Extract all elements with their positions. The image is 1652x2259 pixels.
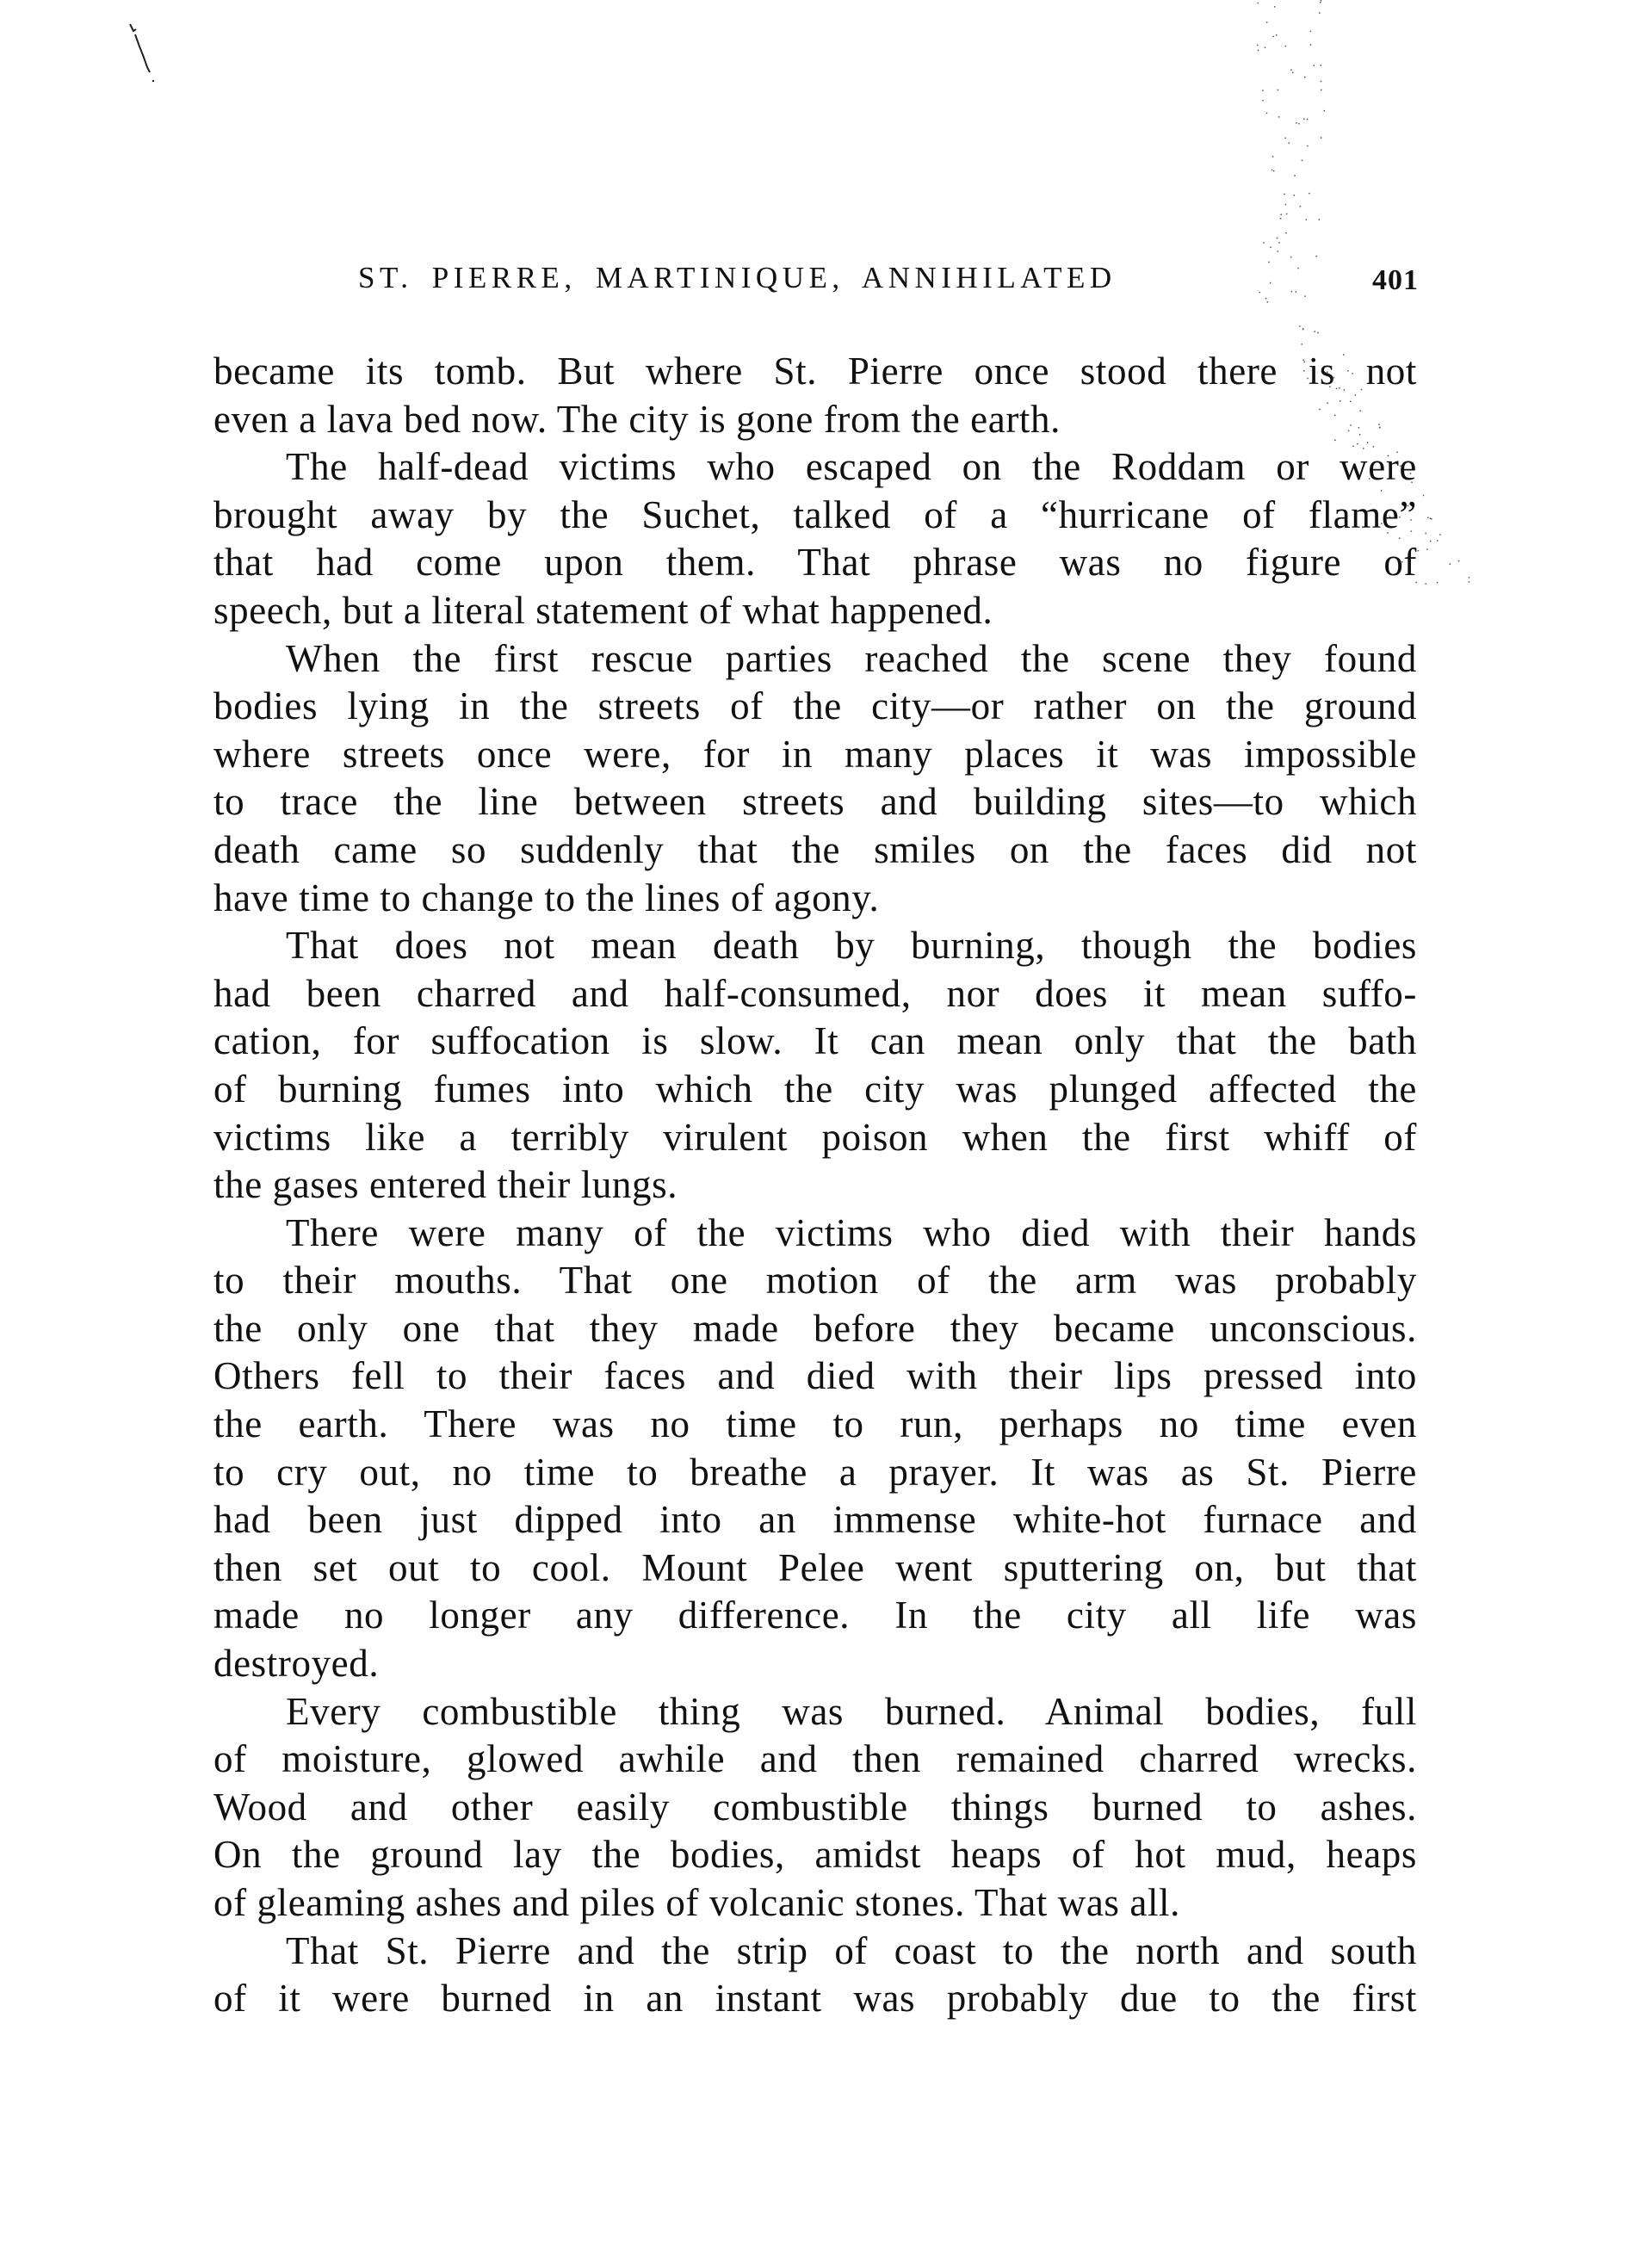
- speckle-dot: [1291, 291, 1293, 293]
- speckle-dot: [1317, 332, 1319, 334]
- speckle-dot: [1304, 77, 1306, 78]
- text-line: of moisture, glowed awhile and then remained charred wrecks.: [213, 1737, 1417, 1781]
- text-line: to their mouths. That one motion of the arm was probably: [213, 1259, 1417, 1303]
- text-line: Others fell to their faces and died with their lips pressed into: [213, 1354, 1417, 1398]
- speckle-dot: [1285, 46, 1287, 47]
- text-line: the only one that they made before they became unconscious.: [213, 1306, 1417, 1350]
- speckle-dot: [1309, 193, 1310, 195]
- speckle-dot: [1272, 36, 1274, 38]
- speckle-dot: [1307, 145, 1309, 147]
- speckle-dot: [1285, 204, 1287, 206]
- running-head-title: ST. PIERRE, MARTINIQUE, ANNIHILATED: [358, 261, 1117, 294]
- speckle-dot: [1296, 291, 1297, 293]
- text-line: made no longer any difference. In the city all life was: [213, 1594, 1417, 1637]
- paragraph: [213, 1688, 1417, 1928]
- speckle-dot: [1315, 256, 1317, 257]
- speckle-dot: [1257, 45, 1259, 46]
- speckle-dot: [1266, 22, 1268, 23]
- speckle-dot: [1319, 219, 1321, 220]
- text-line: to cry out, no time to breathe a prayer. It was as St. Pierre: [213, 1450, 1417, 1494]
- text-line: destroyed.: [213, 1642, 380, 1686]
- text-line: where streets once were, for in many places it was impossible: [213, 732, 1417, 776]
- speckle-dot: [1296, 122, 1297, 124]
- paragraph: [213, 1928, 1417, 2023]
- speckle-dot: [1302, 329, 1304, 331]
- speckle-dot: [1289, 142, 1290, 144]
- speckle-dot: [1284, 138, 1286, 139]
- speckle-dot: [1292, 72, 1294, 74]
- text-line: to trace the line between streets and building sites—to which: [213, 780, 1417, 824]
- speckle-dot: [1458, 560, 1460, 562]
- speckle-dot: [1290, 70, 1292, 71]
- text-line: The half-dead victims who escaped on the Roddam or were: [286, 445, 1417, 489]
- speckle-dot: [1281, 214, 1283, 216]
- text-line: speech, but a literal statement of what happened.: [213, 588, 993, 632]
- speckle-dot: [1439, 534, 1441, 535]
- speckle-dot: [1321, 81, 1322, 83]
- speckle-dot: [1315, 331, 1316, 332]
- speckle-dot: [1437, 582, 1439, 584]
- speckle-dot: [1304, 295, 1306, 297]
- text-line: bodies lying in the streets of the city—or rather on the ground: [213, 684, 1417, 728]
- speckle-dot: [1306, 220, 1308, 221]
- speckle-dot: [1258, 50, 1259, 52]
- scan-scratch-mark: [121, 17, 172, 86]
- speckle-dot: [1278, 116, 1280, 118]
- text-line: became its tomb. But where St. Pierre once stood there is not: [213, 350, 1417, 393]
- speckle-dot: [1262, 100, 1264, 102]
- text-line: of gleaming ashes and piles of volcanic stones. That was all.: [213, 1881, 1180, 1924]
- speckle-dot: [1276, 34, 1278, 36]
- paragraph: [213, 635, 1417, 923]
- text-line: death came so suddenly that the smiles on the faces did not: [213, 827, 1417, 871]
- speckle-dot: [1258, 3, 1259, 4]
- speckle-dot: [1307, 119, 1309, 121]
- speckle-dot: [1319, 12, 1321, 14]
- speckle-dot: [1423, 495, 1425, 497]
- speckle-dot: [1418, 550, 1420, 552]
- speckle-dot: [1450, 564, 1451, 566]
- text-line: then set out to cool. Mount Pelee went sputtering on, but that: [213, 1545, 1417, 1589]
- text-line: On the ground lay the bodies, amidst heaps of hot mud, heaps: [213, 1833, 1417, 1877]
- speckle-dot: [1321, 0, 1322, 2]
- speckle-dot: [1324, 110, 1326, 111]
- speckle-dot: [1310, 31, 1312, 33]
- speckle-dot: [1300, 206, 1302, 207]
- speckle-dot: [1298, 123, 1300, 125]
- paragraph: [213, 348, 1417, 443]
- text-line: cation, for suffocation is slow. It can mean only that the bath: [213, 1019, 1417, 1063]
- speckle-dot: [1286, 214, 1288, 215]
- speckle-dot: [1320, 2, 1321, 3]
- speckle-dot: [1285, 232, 1287, 234]
- paragraph: [213, 922, 1417, 1210]
- speckle-dot: [1469, 577, 1470, 579]
- speckle-dot: [1265, 298, 1267, 300]
- speckle-dot: [1321, 65, 1322, 66]
- speckle-dot: [1321, 90, 1322, 91]
- speckle-dot: [1294, 175, 1296, 176]
- text-line: that had come upon them. That phrase was no figure of: [213, 541, 1417, 585]
- text-line: even a lava bed now. The city is gone from the earth.: [213, 397, 1061, 441]
- speckle-dot: [1310, 44, 1312, 46]
- paragraph: [213, 443, 1417, 634]
- speckle-dot: [1290, 257, 1292, 258]
- speckle-dot: [1302, 160, 1303, 162]
- speckle-dot: [1303, 119, 1305, 121]
- speckle-dot: [1302, 343, 1303, 345]
- speckle-dot: [1271, 170, 1273, 171]
- text-line: of burning fumes into which the city was plunged affected the: [213, 1067, 1417, 1111]
- text-line: There were many of the victims who died with their hands: [286, 1210, 1417, 1254]
- speckle-dot: [1263, 242, 1265, 244]
- speckle-dot: [1270, 247, 1271, 249]
- text-line: have time to change to the lines of agony.: [213, 876, 880, 919]
- speckle-dot: [1262, 90, 1264, 91]
- speckle-dot: [1280, 218, 1282, 220]
- speckle-dot: [1430, 541, 1432, 542]
- text-line: had been just dipped into an immense white-hot furnace and: [213, 1498, 1417, 1542]
- text-line: had been charred and half-consumed, nor does it mean suffo-: [213, 971, 1417, 1015]
- speckle-dot: [1426, 548, 1428, 550]
- speckle-dot: [1427, 517, 1429, 519]
- speckle-dot: [1469, 581, 1470, 583]
- text-line: That does not mean death by burning, though the bodies: [286, 924, 1417, 968]
- speckle-dot: [1278, 90, 1279, 91]
- text-line: Wood and other easily combustible things burned to ashes.: [213, 1785, 1417, 1829]
- text-line: Every combustible thing was burned. Animal bodies, full: [286, 1689, 1417, 1733]
- text-line: brought away by the Suchet, talked of a “hurricane of flame”: [213, 492, 1417, 536]
- speckle-dot: [1278, 242, 1280, 244]
- speckle-dot: [1277, 238, 1278, 239]
- paragraph: [213, 1210, 1417, 1688]
- speckle-dot: [1314, 65, 1315, 67]
- text-line: That St. Pierre and the strip of coast to the north and south: [286, 1928, 1417, 1972]
- speckle-dot: [1265, 47, 1266, 49]
- body-text: [213, 348, 1417, 2023]
- speckle-dot: [1426, 583, 1427, 585]
- speckle-dot: [1267, 301, 1269, 303]
- speckle-dot: [1321, 137, 1322, 139]
- text-line: When the first rescue parties reached the scene they found: [286, 636, 1417, 680]
- text-line: of it were burned in an instant was probably due to the first: [213, 1977, 1417, 2021]
- speckle-dot: [1299, 325, 1301, 327]
- text-line: the earth. There was no time to run, perhaps no time even: [213, 1402, 1417, 1446]
- speckle-dot: [1294, 195, 1296, 196]
- speckle-dot: [1284, 194, 1285, 195]
- text-line: victims like a terribly virulent poison when the first whiff of: [213, 1115, 1417, 1159]
- speckle-dot: [1278, 251, 1279, 252]
- speckle-dot: [1430, 518, 1432, 520]
- page-number: 401: [1372, 264, 1419, 296]
- speckle-dot: [1274, 6, 1276, 8]
- speckle-dot: [1297, 268, 1299, 269]
- speckle-dot: [1426, 533, 1427, 535]
- text-line: the gases entered their lungs.: [213, 1163, 678, 1207]
- speckle-dot: [1437, 540, 1439, 542]
- speckle-dot: [1431, 518, 1432, 520]
- speckle-dot: [1266, 113, 1268, 114]
- speckle-dot: [1272, 156, 1274, 158]
- speckle-dot: [1273, 170, 1275, 172]
